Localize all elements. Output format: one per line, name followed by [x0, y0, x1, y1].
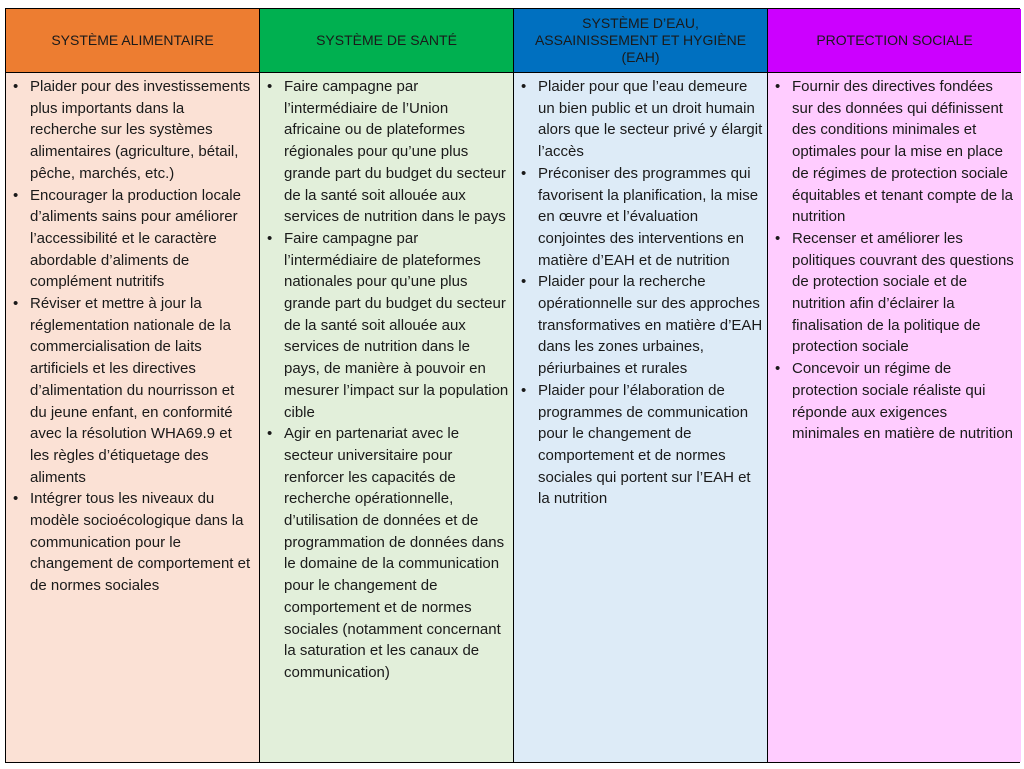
header-label: SYSTÈME DE SANTÉ	[316, 32, 457, 48]
list-item: • Agir en partenariat avec le secteur universitaire pour renforcer les capacités de recherche opérationnelle, d’utilisation de données et de programmation de données dans le domaine de la communication pour le changement de comportement et de normes sociales (notamment concernant la saturation et les canaux de communication)	[264, 423, 509, 683]
list-item: • Faire campagne par l’intermédiaire de plateformes nationales pour qu’une plus grande part du budget du secteur de la santé soit allouée aux services de nutrition dans le pays, de manière à pouvoir en mesurer l’impact sur la population cible	[264, 228, 509, 423]
list-item: • Faire campagne par l’intermédiaire de l’Union africaine ou de plateformes régionales pour qu’une plus grande part du budget du secteur de la santé soit allouée aux services de nutrition dans le pays	[264, 76, 509, 228]
list-item: • Intégrer tous les niveaux du modèle socioécologique dans la communication pour le changement de comportement et de normes sociales	[10, 488, 255, 597]
header-health-system	[260, 9, 514, 73]
list-item: • Plaider pour que l’eau demeure un bien public et un droit humain alors que le secteur privé y élargit l’accès	[518, 76, 763, 163]
list-item: • Encourager la production locale d’aliments sains pour améliorer l’accessibilité et le caractère abordable d’aliments de complément nutritifs	[10, 185, 255, 294]
column-social-protection	[768, 73, 1021, 762]
header-social-protection	[768, 9, 1021, 73]
header-food-system	[6, 9, 260, 73]
bullet-list	[264, 76, 509, 684]
header-wash-system	[514, 9, 768, 73]
recommendations-table	[5, 8, 1020, 763]
header-label: SYSTÈME D’EAU, ASSAINISSEMENT ET HYGIÈNE (EAH)	[534, 15, 747, 65]
header-label: SYSTÈME ALIMENTAIRE	[51, 32, 214, 48]
bullet-list	[518, 76, 763, 510]
list-item: • Réviser et mettre à jour la réglementation nationale de la commercialisation de laits artificiels et les directives d’alimentation du nourrisson et du jeune enfant, en conformité avec la résolution WHA69.9 et les règles d’étiquetage des aliments	[10, 293, 255, 488]
column-food-system	[6, 73, 260, 762]
bullet-list	[10, 76, 255, 597]
list-item: • Fournir des directives fondées sur des données qui définissent des conditions minimales et optimales pour la mise en place de régimes de protection sociale équitables et tenant compte de la nutrition	[772, 76, 1017, 228]
list-item: • Plaider pour l’élaboration de programmes de communication pour le changement de comportement et de normes sociales qui portent sur l’EAH et la nutrition	[518, 380, 763, 510]
list-item: • Préconiser des programmes qui favorisent la planification, la mise en œuvre et l’évaluation conjointes des interventions en matière d’EAH et de nutrition	[518, 163, 763, 272]
column-wash-system	[514, 73, 768, 762]
column-health-system	[260, 73, 514, 762]
list-item: • Plaider pour la recherche opérationnelle sur des approches transformatives en matière d’EAH dans les zones urbaines, périurbaines et rurales	[518, 271, 763, 380]
list-item: • Recenser et améliorer les politiques couvrant des questions de protection sociale et de nutrition afin d’éclairer la finalisation de la politique de protection sociale	[772, 228, 1017, 358]
header-label: PROTECTION SOCIALE	[816, 32, 973, 48]
bullet-list	[772, 76, 1017, 445]
list-item: • Plaider pour des investissements plus importants dans la recherche sur les systèmes alimentaires (agriculture, bétail, pêche, marchés, etc.)	[10, 76, 255, 185]
list-item: • Concevoir un régime de protection sociale réaliste qui réponde aux exigences minimales en matière de nutrition	[772, 358, 1017, 445]
